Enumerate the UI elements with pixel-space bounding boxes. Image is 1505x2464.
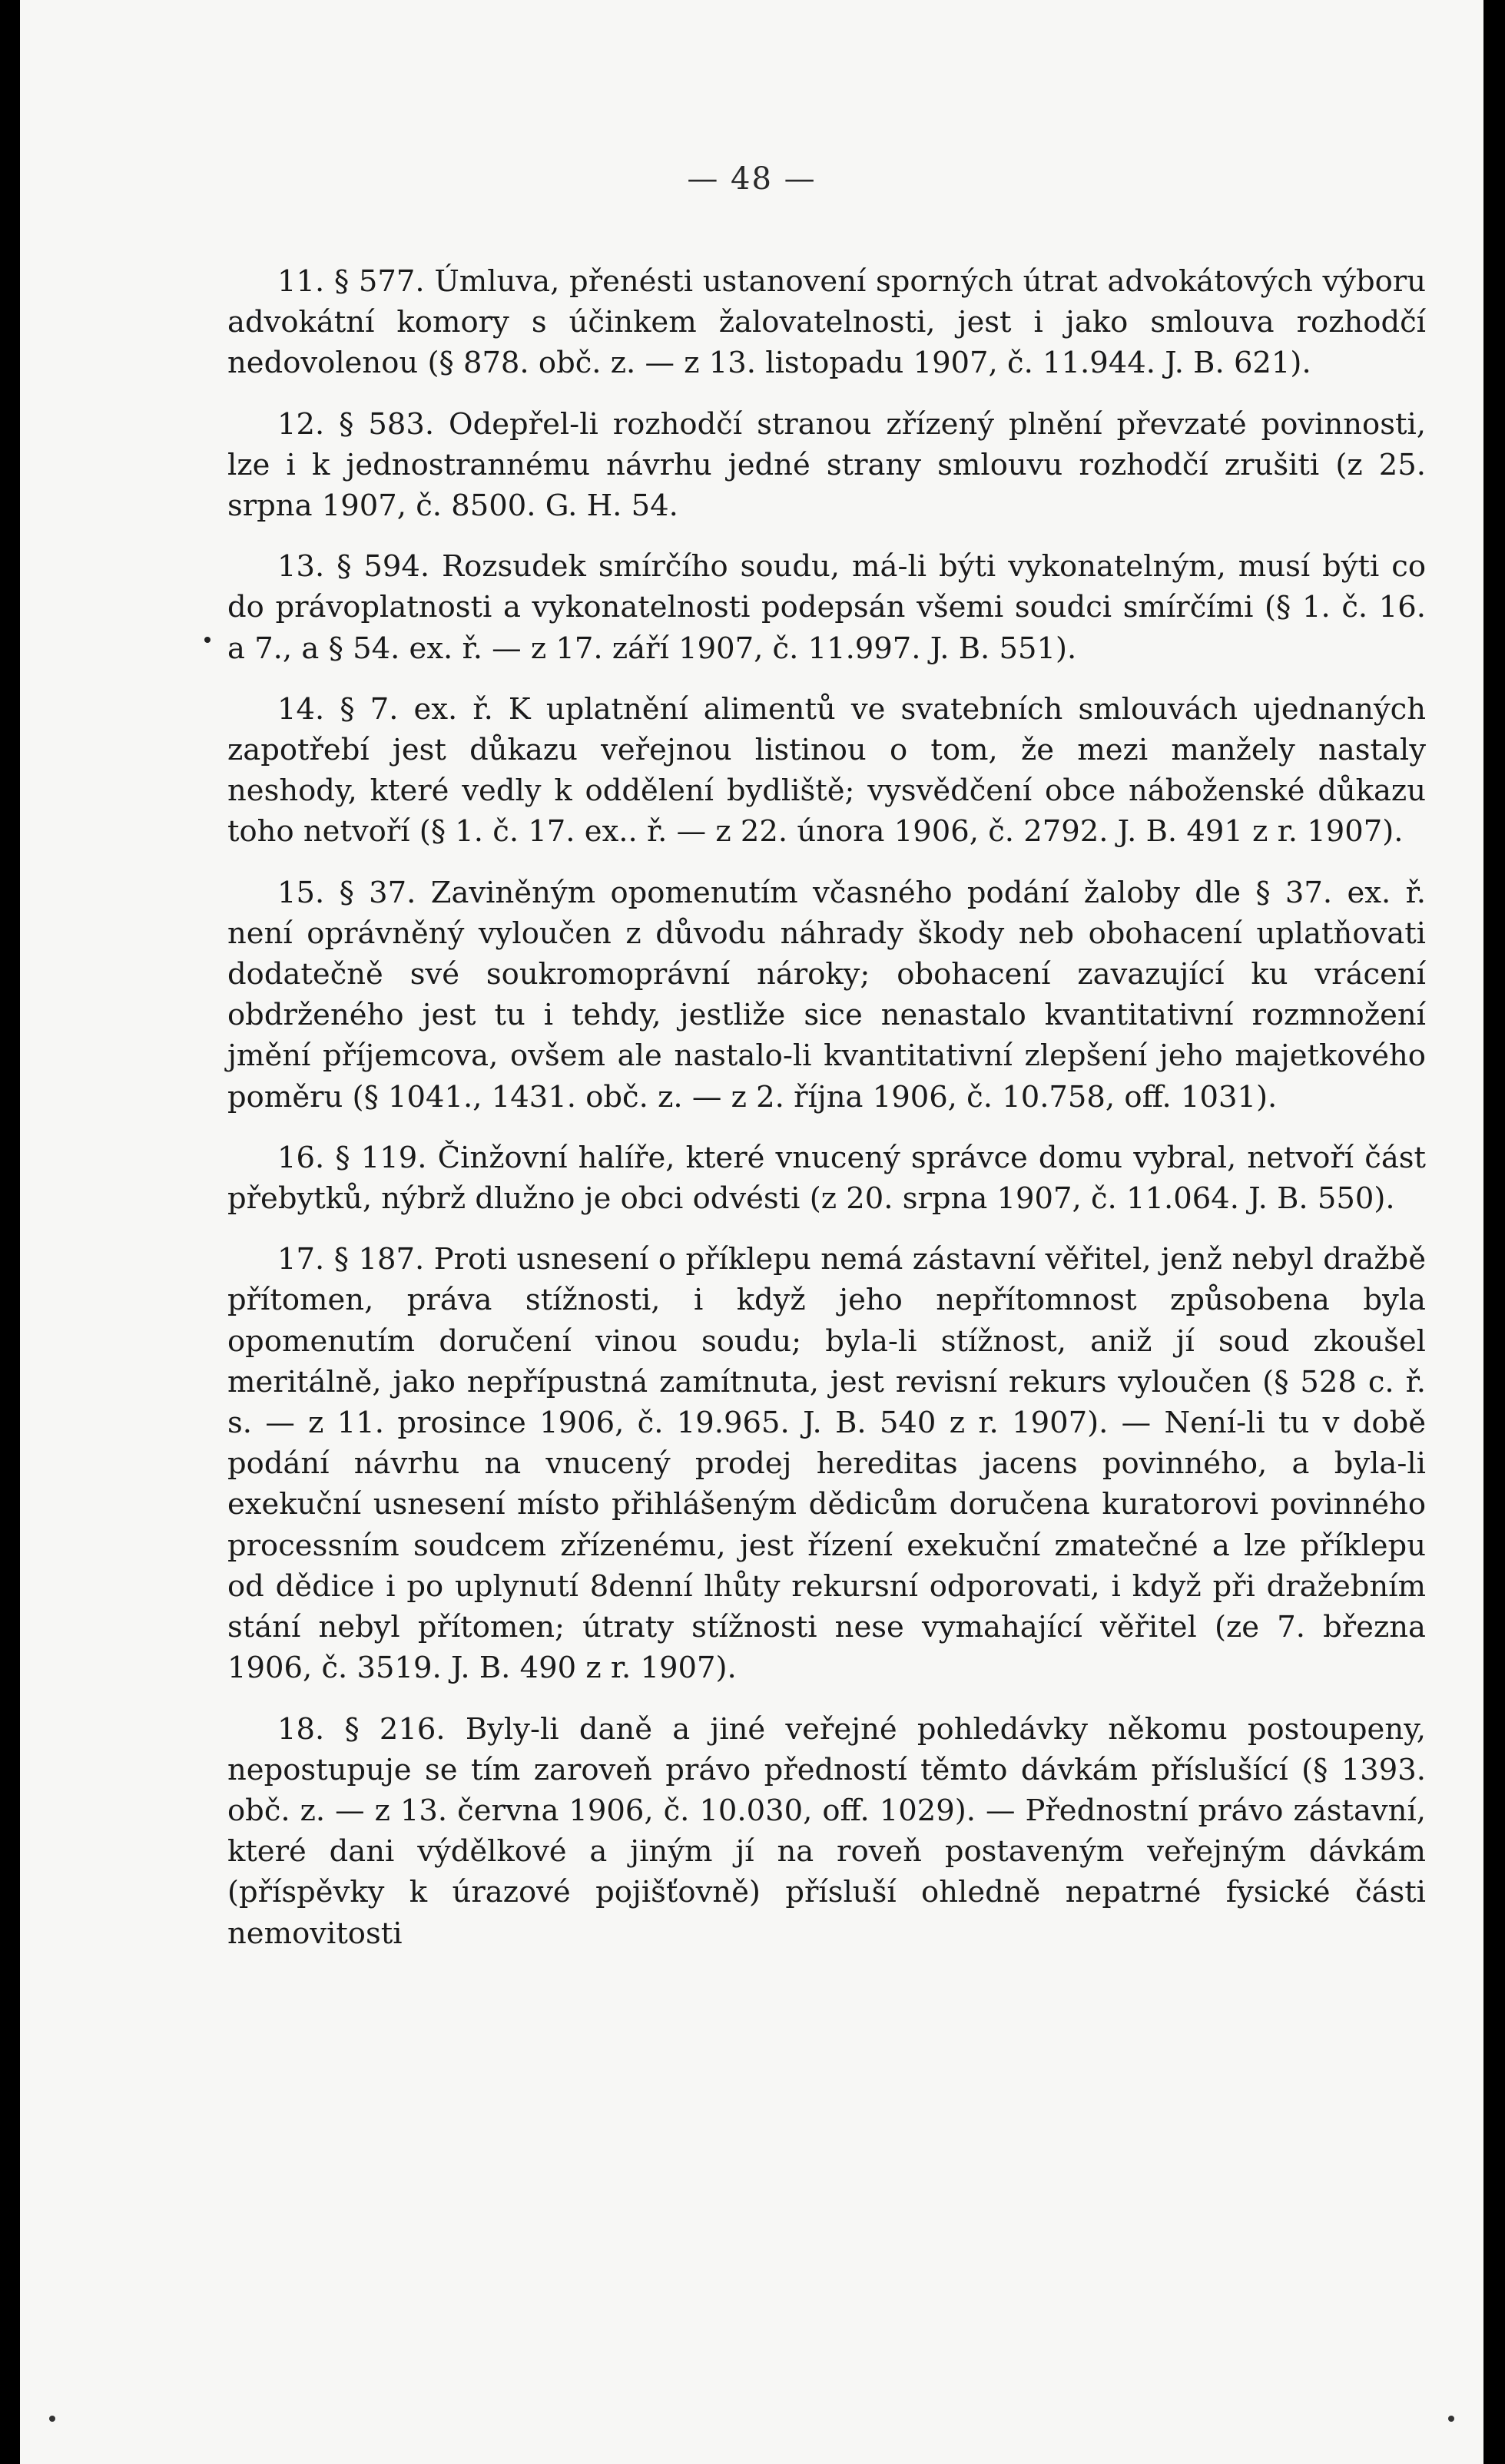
paragraph-13: 13. § 594. Rozsudek smírčího soudu, má-li býti vykonatelným, musí býti co do právoplatnosti a vykonatelnosti podepsán všemi soudci smírčími (§ 1. č. 16. a 7., a § 54. ex. ř. — z 17. září 1907, č. 11.997. J. B. 551). bbox=[227, 549, 1426, 666]
paragraph-15: 15. § 37. Zaviněným opomenutím včasného podání žaloby dle § 37. ex. ř. není oprávněný vyloučen z důvodu náhrady škody neb obohacení uplatňovati dodatečně své soukromoprávní nároky; obohacení zavazující ku vrácení obdrženého jest tu i tehdy, jestliže sice nenastalo kvantitativní rozmnožení jmění příjemcova, ovšem ale nastalo-li kvantitativní zlepšení jeho majetkového poměru (§ 1041., 1431. obč. z. — z 2. října 1906, č. 10.758, off. 1031). bbox=[227, 875, 1426, 1114]
paragraph-17: 17. § 187. Proti usnesení o příklepu nemá zástavní věřitel, jenž nebyl dražbě přítomen, práva stížnosti, i když jeho nepřítomnost způsobena byla opomenutím doručení vinou soudu; byla-li stížnost, aniž jí soud zkoušel meritálně, jako nepřípustná zamítnuta, jest revisní rekurs vyloučen (§ 528 c. ř. s. — z 11. prosince 1906, č. 19.965. J. B. 540 z r. 1907). — Není-li tu v době podání návrhu na vnucený prodej hereditas jacens povinného, a byla-li exekuční usnesení místo přihlášeným dědicům doručena kuratorovi povinného processním soudcem zřízenému, jest řízení exekuční zmatečné a lze příklepu od dědice i po uplynutí 8denní lhůty rekursní odporovati, i když při dražebním stání nebyl přítomen; útraty stížnosti nese vymahající věřitel (ze 7. března 1906, č. 3519. J. B. 490 z r. 1907). bbox=[227, 1242, 1426, 1686]
book-page bbox=[20, 0, 1483, 2464]
paragraph-16: 16. § 119. Činžovní halíře, které vnucený správce domu vybral, netvoří část přebytků, nýbrž dlužno je obci odvésti (z 20. srpna 1907, č. 11.064. J. B. 550). bbox=[227, 1140, 1426, 1217]
paragraph-11: 11. § 577. Úmluva, přenésti ustanovení sporných útrat advokátových výboru advokátní komory s účinkem žalovatelnosti, jest i jako smlouva rozhodčí nedovolenou (§ 878. obč. z. — z 13. listopadu 1907, č. 11.944. J. B. 621). bbox=[227, 264, 1426, 381]
page-text-body bbox=[227, 261, 1426, 1974]
corner-dot-left bbox=[49, 2416, 55, 2422]
corner-dot-right bbox=[1448, 2416, 1454, 2422]
margin-dot bbox=[204, 637, 211, 643]
page-number: — 48 — bbox=[687, 161, 817, 197]
paragraph-18: 18. § 216. Byly-li daně a jiné veřejné pohledávky někomu postoupeny, nepostupuje se tím zaroveň právo předností těmto dávkám příslušící (§ 1393. obč. z. — z 13. června 1906, č. 10.030, off. 1029). — Přednostní právo zástavní, které dani výdělkové a jiným jí na roveň postaveným veřejným dávkám (příspěvky k úrazové pojišťovně) přísluší ohledně nepatrné fysické části nemovitosti bbox=[227, 1711, 1426, 1951]
paragraph-12: 12. § 583. Odepřel-li rozhodčí stranou zřízený plnění převzaté povinnosti, lze i k jednostrannému návrhu jedné strany smlouvu rozhodčí zrušiti (z 25. srpna 1907, č. 8500. G. H. 54. bbox=[227, 406, 1426, 524]
paragraph-14: 14. § 7. ex. ř. K uplatnění alimentů ve svatebních smlouvách ujednaných zapotřebí jest důkazu veřejnou listinou o tom, že mezi manžely nastaly neshody, které vedly k oddělení bydliště; vysvědčení obce náboženské důkazu toho netvoří (§ 1. č. 17. ex.. ř. — z 22. února 1906, č. 2792. J. B. 491 z r. 1907). bbox=[227, 691, 1426, 849]
